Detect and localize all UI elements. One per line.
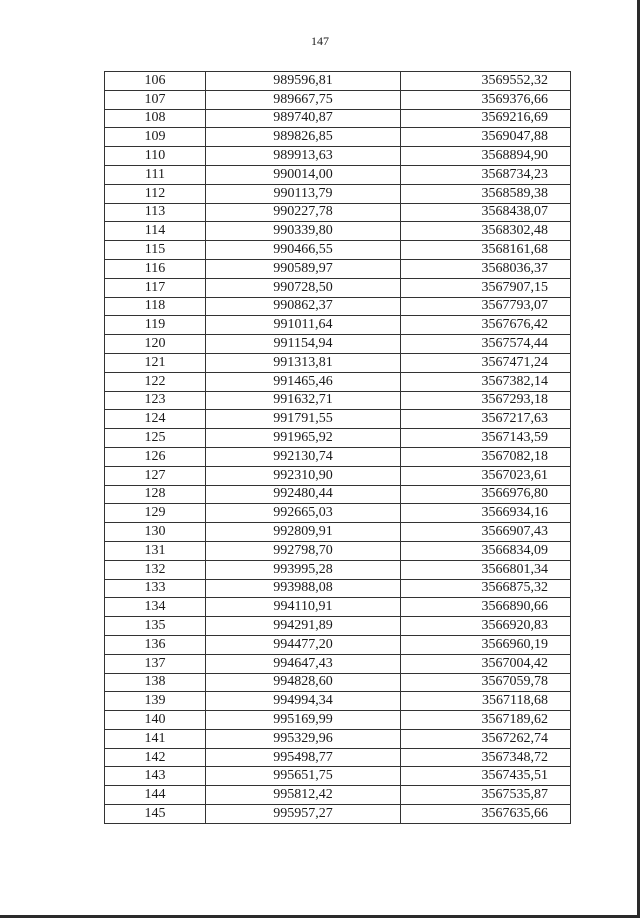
table-row	[105, 635, 571, 654]
point-number-cell: 131	[105, 541, 206, 560]
y-coordinate-cell: 3567907,15	[401, 278, 571, 297]
point-number-cell: 144	[105, 786, 206, 805]
table-row	[105, 447, 571, 466]
y-coordinate-cell: 3567082,18	[401, 447, 571, 466]
x-coordinate-cell: 995812,42	[206, 786, 401, 805]
table-row	[105, 579, 571, 598]
table-row	[105, 673, 571, 692]
point-number-cell: 137	[105, 654, 206, 673]
point-number-cell: 124	[105, 410, 206, 429]
point-number-cell: 125	[105, 429, 206, 448]
x-coordinate-cell: 990862,37	[206, 297, 401, 316]
x-coordinate-cell: 994994,34	[206, 692, 401, 711]
y-coordinate-cell: 3567059,78	[401, 673, 571, 692]
table-row	[105, 372, 571, 391]
table-row	[105, 72, 571, 91]
x-coordinate-cell: 994647,43	[206, 654, 401, 673]
point-number-cell: 141	[105, 729, 206, 748]
x-coordinate-cell: 990014,00	[206, 165, 401, 184]
x-coordinate-cell: 992809,91	[206, 523, 401, 542]
x-coordinate-cell: 995498,77	[206, 748, 401, 767]
table-row	[105, 316, 571, 335]
table-row	[105, 466, 571, 485]
table-row	[105, 391, 571, 410]
point-number-cell: 136	[105, 635, 206, 654]
y-coordinate-cell: 3566934,16	[401, 504, 571, 523]
x-coordinate-cell: 990113,79	[206, 184, 401, 203]
table-row	[105, 711, 571, 730]
x-coordinate-cell: 989667,75	[206, 90, 401, 109]
x-coordinate-cell: 991313,81	[206, 353, 401, 372]
table-row	[105, 90, 571, 109]
y-coordinate-cell: 3568589,38	[401, 184, 571, 203]
x-coordinate-cell: 995957,27	[206, 805, 401, 824]
table-row	[105, 353, 571, 372]
table-row	[105, 805, 571, 824]
table-row	[105, 654, 571, 673]
table-row	[105, 748, 571, 767]
point-number-cell: 108	[105, 109, 206, 128]
table-row	[105, 222, 571, 241]
table-row	[105, 203, 571, 222]
y-coordinate-cell: 3568438,07	[401, 203, 571, 222]
y-coordinate-cell: 3569216,69	[401, 109, 571, 128]
table-row	[105, 523, 571, 542]
x-coordinate-cell: 990589,97	[206, 259, 401, 278]
table-row	[105, 109, 571, 128]
x-coordinate-cell: 992310,90	[206, 466, 401, 485]
table-row	[105, 165, 571, 184]
table-row	[105, 541, 571, 560]
table-row	[105, 485, 571, 504]
point-number-cell: 143	[105, 767, 206, 786]
x-coordinate-cell: 992480,44	[206, 485, 401, 504]
y-coordinate-cell: 3567217,63	[401, 410, 571, 429]
table-row	[105, 278, 571, 297]
point-number-cell: 116	[105, 259, 206, 278]
y-coordinate-cell: 3569552,32	[401, 72, 571, 91]
table-row	[105, 259, 571, 278]
table-row	[105, 335, 571, 354]
x-coordinate-cell: 993995,28	[206, 560, 401, 579]
point-number-cell: 113	[105, 203, 206, 222]
y-coordinate-cell: 3568734,23	[401, 165, 571, 184]
point-number-cell: 115	[105, 241, 206, 260]
table-row	[105, 429, 571, 448]
x-coordinate-cell: 990227,78	[206, 203, 401, 222]
y-coordinate-cell: 3567293,18	[401, 391, 571, 410]
x-coordinate-cell: 994291,89	[206, 617, 401, 636]
y-coordinate-cell: 3567118,68	[401, 692, 571, 711]
point-number-cell: 121	[105, 353, 206, 372]
y-coordinate-cell: 3566907,43	[401, 523, 571, 542]
point-number-cell: 129	[105, 504, 206, 523]
y-coordinate-cell: 3566801,34	[401, 560, 571, 579]
x-coordinate-cell: 995169,99	[206, 711, 401, 730]
point-number-cell: 145	[105, 805, 206, 824]
table-row	[105, 147, 571, 166]
y-coordinate-cell: 3568302,48	[401, 222, 571, 241]
x-coordinate-cell: 995329,96	[206, 729, 401, 748]
point-number-cell: 132	[105, 560, 206, 579]
y-coordinate-cell: 3566976,80	[401, 485, 571, 504]
x-coordinate-cell: 991154,94	[206, 335, 401, 354]
x-coordinate-cell: 994477,20	[206, 635, 401, 654]
coordinates-table	[104, 71, 571, 824]
point-number-cell: 134	[105, 598, 206, 617]
page-number: 147	[311, 34, 329, 48]
point-number-cell: 126	[105, 447, 206, 466]
y-coordinate-cell: 3567348,72	[401, 748, 571, 767]
point-number-cell: 114	[105, 222, 206, 241]
table-row	[105, 504, 571, 523]
x-coordinate-cell: 989826,85	[206, 128, 401, 147]
y-coordinate-cell: 3568161,68	[401, 241, 571, 260]
point-number-cell: 130	[105, 523, 206, 542]
y-coordinate-cell: 3566960,19	[401, 635, 571, 654]
x-coordinate-cell: 991465,46	[206, 372, 401, 391]
point-number-cell: 120	[105, 335, 206, 354]
point-number-cell: 118	[105, 297, 206, 316]
y-coordinate-cell: 3567793,07	[401, 297, 571, 316]
point-number-cell: 138	[105, 673, 206, 692]
point-number-cell: 117	[105, 278, 206, 297]
x-coordinate-cell: 989740,87	[206, 109, 401, 128]
y-coordinate-cell: 3568894,90	[401, 147, 571, 166]
y-coordinate-cell: 3567262,74	[401, 729, 571, 748]
table-row	[105, 598, 571, 617]
point-number-cell: 106	[105, 72, 206, 91]
point-number-cell: 119	[105, 316, 206, 335]
x-coordinate-cell: 995651,75	[206, 767, 401, 786]
point-number-cell: 142	[105, 748, 206, 767]
x-coordinate-cell: 991791,55	[206, 410, 401, 429]
x-coordinate-cell: 992798,70	[206, 541, 401, 560]
y-coordinate-cell: 3567574,44	[401, 335, 571, 354]
x-coordinate-cell: 991965,92	[206, 429, 401, 448]
table-row	[105, 767, 571, 786]
y-coordinate-cell: 3567189,62	[401, 711, 571, 730]
table-row	[105, 560, 571, 579]
table-row	[105, 184, 571, 203]
y-coordinate-cell: 3566834,09	[401, 541, 571, 560]
y-coordinate-cell: 3567382,14	[401, 372, 571, 391]
y-coordinate-cell: 3566890,66	[401, 598, 571, 617]
x-coordinate-cell: 990728,50	[206, 278, 401, 297]
table-row	[105, 729, 571, 748]
x-coordinate-cell: 992130,74	[206, 447, 401, 466]
y-coordinate-cell: 3566920,83	[401, 617, 571, 636]
point-number-cell: 140	[105, 711, 206, 730]
point-number-cell: 135	[105, 617, 206, 636]
x-coordinate-cell: 992665,03	[206, 504, 401, 523]
point-number-cell: 107	[105, 90, 206, 109]
point-number-cell: 110	[105, 147, 206, 166]
point-number-cell: 112	[105, 184, 206, 203]
table-row	[105, 410, 571, 429]
point-number-cell: 123	[105, 391, 206, 410]
point-number-cell: 127	[105, 466, 206, 485]
y-coordinate-cell: 3567004,42	[401, 654, 571, 673]
x-coordinate-cell: 989913,63	[206, 147, 401, 166]
point-number-cell: 139	[105, 692, 206, 711]
table-row	[105, 128, 571, 147]
point-number-cell: 128	[105, 485, 206, 504]
table-row	[105, 241, 571, 260]
point-number-cell: 111	[105, 165, 206, 184]
table-row	[105, 297, 571, 316]
x-coordinate-cell: 991632,71	[206, 391, 401, 410]
y-coordinate-cell: 3567143,59	[401, 429, 571, 448]
y-coordinate-cell: 3567471,24	[401, 353, 571, 372]
x-coordinate-cell: 993988,08	[206, 579, 401, 598]
y-coordinate-cell: 3568036,37	[401, 259, 571, 278]
point-number-cell: 122	[105, 372, 206, 391]
x-coordinate-cell: 994828,60	[206, 673, 401, 692]
y-coordinate-cell: 3567535,87	[401, 786, 571, 805]
table-row	[105, 786, 571, 805]
y-coordinate-cell: 3567435,51	[401, 767, 571, 786]
coordinates-table-body	[105, 72, 571, 824]
y-coordinate-cell: 3569047,88	[401, 128, 571, 147]
y-coordinate-cell: 3567676,42	[401, 316, 571, 335]
x-coordinate-cell: 990339,80	[206, 222, 401, 241]
table-row	[105, 617, 571, 636]
point-number-cell: 133	[105, 579, 206, 598]
point-number-cell: 109	[105, 128, 206, 147]
y-coordinate-cell: 3567635,66	[401, 805, 571, 824]
x-coordinate-cell: 994110,91	[206, 598, 401, 617]
y-coordinate-cell: 3567023,61	[401, 466, 571, 485]
y-coordinate-cell: 3566875,32	[401, 579, 571, 598]
y-coordinate-cell: 3569376,66	[401, 90, 571, 109]
x-coordinate-cell: 990466,55	[206, 241, 401, 260]
table-row	[105, 692, 571, 711]
x-coordinate-cell: 991011,64	[206, 316, 401, 335]
x-coordinate-cell: 989596,81	[206, 72, 401, 91]
